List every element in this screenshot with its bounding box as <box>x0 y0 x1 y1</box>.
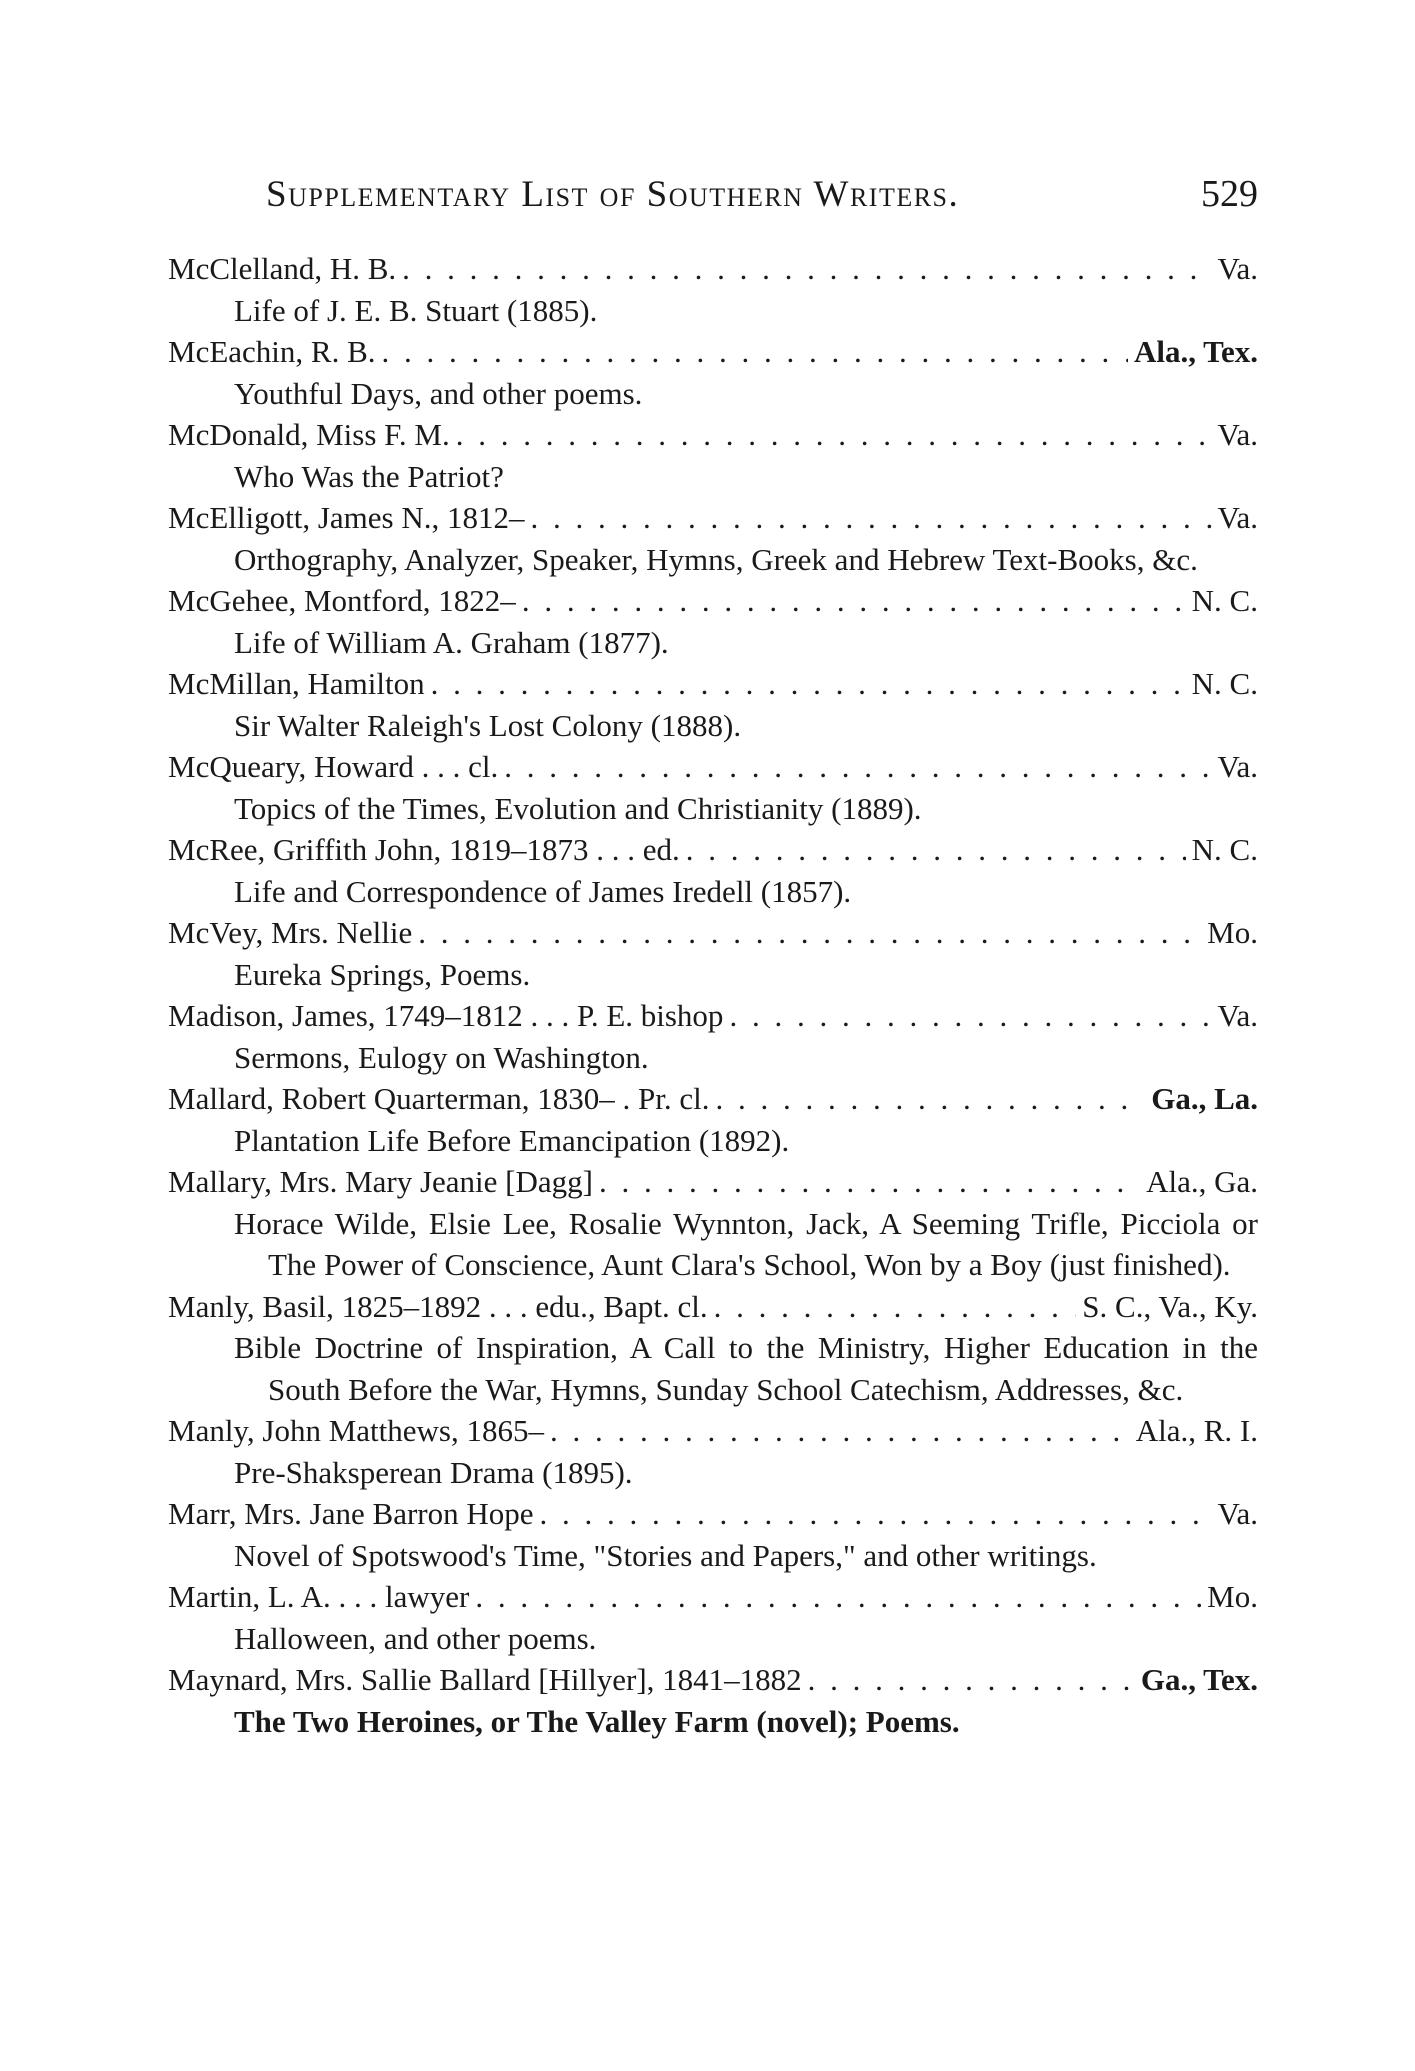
running-head <box>168 170 1258 218</box>
entry-name: Maynard, Mrs. Sallie Ballard [Hillyer], 1841–1882 <box>168 1662 802 1697</box>
entry-place: Va. <box>1217 1496 1258 1531</box>
entry-name: McQueary, Howard . . . cl. <box>168 749 499 784</box>
entry-works: Orthography, Analyzer, Speaker, Hymns, Greek and Hebrew Text-Books, &c. <box>234 541 1198 577</box>
page-title: Supplementary List of Southern Writers. <box>266 174 960 215</box>
entry-place: Ala., Ga. <box>1146 1164 1258 1199</box>
leader-dots <box>402 248 1211 290</box>
entry-place: Va. <box>1217 749 1258 784</box>
entry-works: Eureka Springs, Poems. <box>234 956 531 992</box>
list-item <box>168 1286 1258 1411</box>
entry-place: N. C. <box>1191 832 1258 867</box>
entry-place: S. C., Va., Ky. <box>1082 1288 1258 1324</box>
list-item <box>168 1410 1258 1493</box>
entry-place: Ga., Tex. <box>1140 1662 1258 1697</box>
entry-name: Madison, James, 1749–1812 . . . P. E. bishop <box>168 998 724 1033</box>
leader-dots <box>522 580 1186 622</box>
leader-dots <box>530 497 1211 539</box>
entry-works: The Two Heroines, or The Valley Farm (novel); Poems. <box>234 1703 960 1739</box>
page-number: 529 <box>1201 173 1258 215</box>
leader-dots <box>540 1493 1212 1535</box>
list-item <box>168 1078 1258 1161</box>
leader-dots <box>714 1286 1077 1328</box>
entry-place: Va. <box>1217 251 1258 286</box>
entry-name: McMillan, Hamilton <box>168 666 425 701</box>
entry-works: Horace Wilde, Elsie Lee, Rosalie Wynnton, Jack, A Seeming Trifle, Picciola or The Power of Conscience, Aunt Clara's School, Won by a Boy (just finished). <box>234 1205 1258 1282</box>
list-item <box>168 1161 1258 1286</box>
entry-works: Sir Walter Raleigh's Lost Colony (1888). <box>234 707 742 743</box>
list-item <box>168 912 1258 995</box>
leader-dots <box>475 1576 1201 1618</box>
entry-name: Mallary, Mrs. Mary Jeanie [Dagg] <box>168 1164 593 1199</box>
list-item <box>168 1659 1258 1742</box>
entry-place: Mo. <box>1207 1579 1258 1614</box>
leader-dots <box>504 746 1211 788</box>
entry-name: McElligott, James N., 1812– <box>168 500 525 535</box>
list-item <box>168 1493 1258 1576</box>
entry-works: Bible Doctrine of Inspiration, A Call to the Ministry, Higher Education in the South Before the War, Hymns, Sunday School Catechism, Addresses, &c. <box>234 1330 1258 1407</box>
entry-place: Va. <box>1217 500 1258 535</box>
list-item <box>168 331 1258 414</box>
leader-dots <box>686 829 1186 871</box>
entry-works: Life and Correspondence of James Iredell (1857). <box>234 873 852 909</box>
entry-name: McDonald, Miss F. M. <box>168 417 450 452</box>
list-item <box>168 995 1258 1078</box>
entry-place: Ga., La. <box>1151 1081 1258 1116</box>
entry-place: N. C. <box>1191 666 1258 701</box>
leader-dots <box>599 1161 1140 1203</box>
entry-works: Sermons, Eulogy on Washington. <box>234 1039 649 1075</box>
leader-dots <box>382 331 1128 373</box>
entry-works: Halloween, and other poems. <box>234 1620 597 1656</box>
list-item <box>168 829 1258 912</box>
leader-dots <box>456 414 1212 456</box>
list-item <box>168 746 1258 829</box>
list-item <box>168 580 1258 663</box>
leader-dots <box>431 663 1186 705</box>
entry-name: McGehee, Montford, 1822– <box>168 583 516 618</box>
leader-dots <box>550 1410 1130 1452</box>
leader-dots <box>418 912 1201 954</box>
page <box>168 170 1258 1742</box>
list-item <box>168 663 1258 746</box>
list-item <box>168 248 1258 331</box>
entry-works: Topics of the Times, Evolution and Christianity (1889). <box>234 790 922 826</box>
entry-works: Who Was the Patriot? <box>234 458 504 494</box>
entry-place: Mo. <box>1207 915 1258 950</box>
entry-name: Mallard, Robert Quarterman, 1830– . Pr. cl. <box>168 1081 710 1116</box>
entry-name: Manly, John Matthews, 1865– <box>168 1413 544 1448</box>
entry-place: Ala., Tex. <box>1133 334 1258 369</box>
leader-dots <box>729 995 1211 1037</box>
entry-works: Plantation Life Before Emancipation (1892). <box>234 1122 790 1158</box>
entry-name: McEachin, R. B. <box>168 334 376 369</box>
entry-works: Life of William A. Graham (1877). <box>234 624 669 660</box>
entry-list <box>168 248 1258 1742</box>
list-item <box>168 497 1258 580</box>
entry-place: Va. <box>1217 417 1258 452</box>
entry-name: McRee, Griffith John, 1819–1873 . . . ed. <box>168 832 680 867</box>
entry-works: Pre-Shaksperean Drama (1895). <box>234 1454 633 1490</box>
leader-dots <box>716 1078 1146 1120</box>
entry-name: Manly, Basil, 1825–1892 . . . edu., Bapt. cl. <box>168 1288 708 1324</box>
entry-works: Novel of Spotswood's Time, "Stories and Papers," and other writings. <box>234 1537 1097 1573</box>
entry-works: Youthful Days, and other poems. <box>234 375 643 411</box>
leader-dots <box>808 1659 1135 1701</box>
list-item <box>168 414 1258 497</box>
entry-name: McClelland, H. B. <box>168 251 397 286</box>
entry-place: Va. <box>1217 998 1258 1033</box>
entry-place: Ala., R. I. <box>1135 1413 1258 1448</box>
entry-works: Life of J. E. B. Stuart (1885). <box>234 292 598 328</box>
list-item <box>168 1576 1258 1659</box>
entry-name: Marr, Mrs. Jane Barron Hope <box>168 1496 534 1531</box>
entry-name: McVey, Mrs. Nellie <box>168 915 413 950</box>
entry-place: N. C. <box>1191 583 1258 618</box>
entry-name: Martin, L. A. . . . lawyer <box>168 1579 470 1614</box>
